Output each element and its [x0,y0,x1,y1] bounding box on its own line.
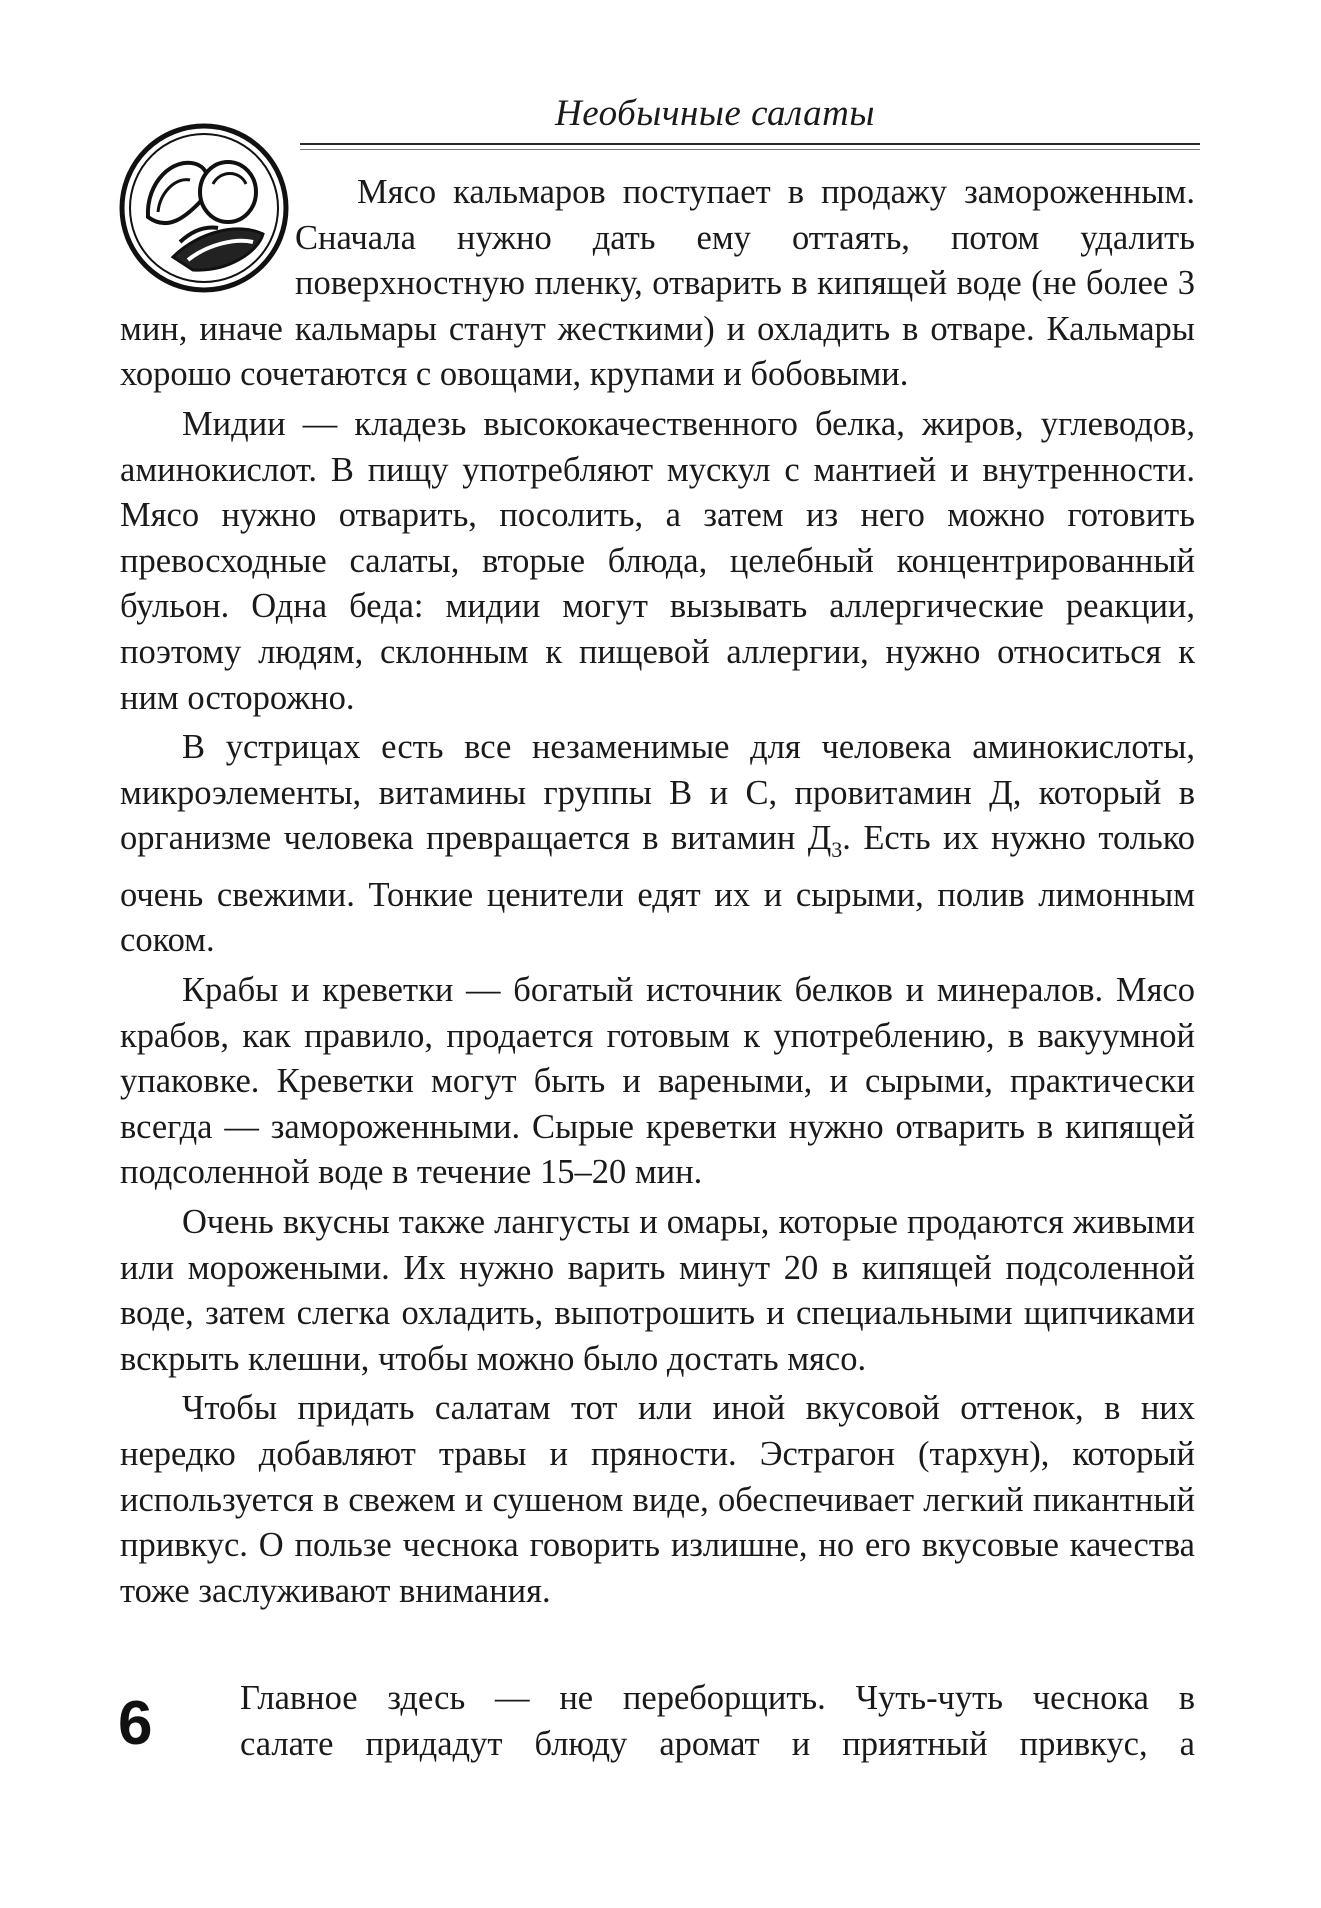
continued-text [240,1676,1195,1767]
paragraph-squid-text: Мясо кальмаров поступает в продажу замороженным. Сначала нужно дать ему оттаять, потом удалить поверхностную пленку, отварить в кипящей воде (не более 3 мин, иначе кальмары станут жесткими) и охладить в отваре. Кальмары хорошо сочетаются с овощами, крупами и бобовыми. [120,173,1195,394]
paragraph-oysters [120,725,1195,964]
continued-line-1: Главное здесь — не переборщить. Чуть-чуть чеснока в [240,1679,1195,1717]
emblem-spacer [120,170,295,302]
header-rule-thin [300,149,1200,150]
page-number: 6 [118,1689,153,1758]
paragraph-oysters-text: В устрицах есть все незаменимые для человека аминокислоты, микроэлементы, витамины группы В и С, провитамин Д, который в организме человека превращается в витамин Д [120,728,1195,858]
paragraph-lobsters: Очень вкусны также лангусты и омары, которые продаются живыми или морожеными. Их нужно варить минут 20 в кипящей подсоленной воде, затем слегка охладить, выпотрошить и специальными щипчиками вскрыть клешни, чтобы можно было достать мясо. [120,1202,1195,1378]
subscript-three: 3 [831,837,843,863]
header-rule [300,143,1200,145]
paragraph-squid [120,170,1195,398]
continued-line-2: салате придадут блюду аромат и приятный привкус, а [240,1724,1195,1763]
running-header-title: Необычные салаты [555,93,875,134]
body-text [120,170,1195,1618]
paragraph-mussels: Мидии — кладезь высококачественного белка, жиров, углеводов, аминокислот. В пищу употребляют мускул с мантией и внутренности. Мясо нужно отварить, посолить, а затем из него можно готовить превосходные салаты, вторые блюда, целебный концентрированный бульон. Одна беда: мидии могут вызывать аллергические реакции, поэтому людям, склонным к пищевой аллергии, нужно относиться к ним осторожно. [120,404,1195,717]
paragraph-crabs: Крабы и креветки — богатый источник белков и минералов. Мясо крабов, как правило, продается готовым к употреблению, в вакуумной упаковке. Креветки могут быть и вареными, и сырыми, практически всегда — замороженными. Сырые креветки нужно отварить в кипящей подсоленной воде в течение 15–20 мин. [120,970,1195,1192]
paragraph-herbs: Чтобы придать салатам тот или иной вкусовой оттенок, в них нередко добавляют травы и пряности. Эстрагон (тархун), который используется в свежем и сушеном виде, обеспечивает легкий пикантный привкус. О пользе чеснока говорить излишне, но его вкусовые качества тоже заслуживают внимания. [120,1389,1195,1610]
paragraph-oysters-tail: . Есть их нужно только очень свежими. Тонкие ценители едят их и сырыми, полив лимонным соком. [120,819,1195,960]
